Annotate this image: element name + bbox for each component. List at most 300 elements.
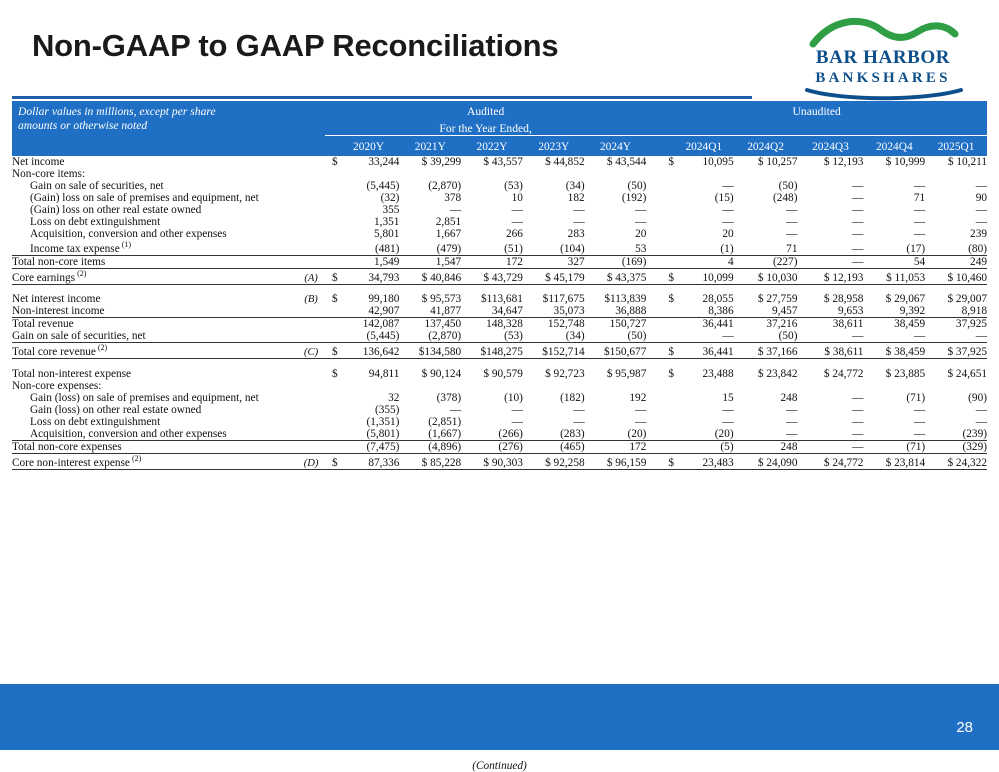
row-currency-symbol-2 [661,330,674,343]
cell-audited-2: $ 90,303 [461,453,523,469]
band-label-line1: Dollar values in millions, except per share [18,105,216,118]
cell-unaudited-0: — [722,330,734,343]
cell-audited-4: $ 95,987 [606,367,647,380]
cell-audited-2: — [511,204,523,217]
row-ref [297,318,325,331]
row-ref: (A) [297,269,325,285]
table-row [12,256,987,269]
cell-audited-2: (276) [461,440,523,453]
cell-unaudited-4 [925,168,987,180]
company-logo [793,14,973,92]
cell-audited-1: (2,851) [428,415,462,428]
row-currency-symbol [325,330,338,343]
row-currency-symbol [325,180,338,192]
row-ref: (D) [297,453,325,469]
cell-unaudited-3: — [913,403,926,416]
cell-unaudited-4 [925,380,987,392]
cell-unaudited-4: 90 [975,192,987,205]
cell-audited-1: (4,896) [399,440,461,453]
cell-unaudited-0 [674,380,734,392]
cell-unaudited-0: — [722,204,734,217]
footnote-marker: (2) [75,269,87,279]
cell-audited-3: (104) [560,243,585,256]
cell-audited-2: (51) [504,243,523,256]
cell-audited-3: 327 [523,256,585,269]
cell-audited-1: $ 95,573 [421,293,462,306]
cell-audited-1: $ 90,124 [421,367,462,380]
cell-audited-2: (266) [498,427,523,440]
row-currency-symbol: $ [325,453,338,469]
cell-unaudited-0: 28,055 [702,293,734,306]
cell-unaudited-2: — [852,216,864,229]
cell-audited-3: — [573,216,585,229]
cell-audited-2: 266 [505,228,523,241]
row-ref [297,240,325,255]
cell-unaudited-2: $ 28,958 [823,293,864,306]
row-currency-symbol-2 [661,305,674,318]
cell-audited-4: — [635,403,647,416]
cell-unaudited-0: (1) [720,243,734,256]
row-currency-symbol-2 [661,192,674,204]
cell-unaudited-2: 38,611 [797,318,863,331]
row-currency-symbol-2 [661,240,674,255]
row-currency-symbol: $ [325,343,338,359]
row-ref [297,380,325,392]
row-label: Income tax expense $^{(1)}$ [30,240,132,256]
cell-unaudited-4: 8,918 [961,305,987,318]
cell-audited-1 [399,168,461,180]
cell-audited-2: — [511,403,523,416]
cell-unaudited-3: — [913,204,926,217]
cell-audited-2: 10 [511,192,523,205]
cell-unaudited-2: — [852,228,864,241]
cell-unaudited-0: — [722,415,734,428]
group-header-unaudited: Unaudited [646,101,987,119]
table-body [12,156,987,469]
table-row [12,168,987,180]
cell-unaudited-2: — [797,440,863,453]
row-currency-symbol-2: $ [668,156,675,169]
cell-unaudited-3: (17) [906,243,926,256]
cell-audited-3: $ 92,258 [523,453,585,469]
row-currency-symbol [325,404,338,416]
cell-audited-4: 20 [635,228,647,241]
cell-unaudited-0: 23,483 [674,453,734,469]
row-label: Total non-core expenses [12,440,297,453]
row-currency-symbol [325,216,338,228]
cell-unaudited-3: — [913,330,926,343]
cell-audited-4: $150,677 [585,343,647,359]
cell-audited-0: (5,801) [366,427,400,440]
cell-audited-3: — [573,403,585,416]
table-header-group-row [12,101,987,119]
cell-unaudited-4: — [975,204,987,217]
cell-audited-4: $ 43,375 [585,269,647,285]
row-currency-symbol-2 [661,416,674,428]
table-column-header-row [12,136,987,156]
cell-audited-0: 1,549 [338,256,400,269]
cell-audited-0: (5,445) [366,330,400,343]
group-header-audited: Audited [325,101,646,119]
row-ref [297,216,325,228]
cell-unaudited-4: (90) [968,391,987,404]
cell-unaudited-1: 248 [780,391,798,404]
row-spacer [12,359,987,368]
cell-unaudited-2: $ 38,611 [797,343,863,359]
cell-audited-3: (182) [560,391,585,404]
cell-audited-3: — [573,415,585,428]
row-currency-symbol [325,392,338,404]
cell-unaudited-0: 36,441 [674,318,734,331]
cell-unaudited-4: — [975,180,987,193]
row-label: Non-core items: [12,168,86,181]
cell-unaudited-4: — [975,216,987,229]
col-header-2024Y: 2024Y [585,136,647,156]
cell-unaudited-2: 9,653 [838,305,864,318]
cell-unaudited-4: 37,925 [925,318,987,331]
cell-unaudited-0: — [722,216,734,229]
cell-audited-2: (53) [504,180,523,193]
cell-unaudited-0: 10,095 [702,156,734,169]
cell-unaudited-1: $ 10,030 [734,269,798,285]
cell-audited-2: 34,647 [491,305,523,318]
row-ref [297,228,325,240]
table-row [12,180,987,192]
cell-audited-3: (465) [523,440,585,453]
cell-audited-0: 33,244 [368,156,400,169]
cell-unaudited-4: $ 10,460 [925,269,987,285]
row-label: Non-interest income [12,305,105,318]
logo-arc-icon [793,14,973,48]
row-label: (Gain) loss on other real estate owned [30,204,202,217]
cell-unaudited-3: $ 23,814 [863,453,925,469]
cell-audited-1: 137,450 [399,318,461,331]
cell-unaudited-3: $ 11,053 [863,269,925,285]
cell-audited-0: 42,907 [368,305,400,318]
table-row [12,416,987,428]
cell-unaudited-1: (227) [734,256,798,269]
cell-unaudited-0: (20) [714,427,734,440]
reconciliation-table [12,101,987,470]
cell-unaudited-4: $ 24,651 [947,367,987,380]
cell-unaudited-3: 71 [913,192,926,205]
cell-audited-0: 355 [382,204,400,217]
row-currency-symbol [325,204,338,216]
cell-audited-2 [461,380,523,392]
cell-audited-4: (50) [627,330,647,343]
cell-unaudited-0: 36,441 [674,343,734,359]
cell-audited-0: (1,351) [366,415,400,428]
table-row [12,318,987,331]
cell-unaudited-4: — [975,415,987,428]
row-currency-symbol [325,168,338,180]
cell-unaudited-0: — [722,180,734,193]
cell-unaudited-1: (50) [778,180,798,193]
cell-unaudited-4: 249 [925,256,987,269]
row-ref [297,428,325,441]
cell-audited-3: $117,675 [542,293,585,306]
cell-audited-2: $ 90,579 [483,367,523,380]
cell-unaudited-2 [797,168,863,180]
footnote-marker: (2) [129,453,142,463]
cell-audited-2: — [511,216,523,229]
cell-audited-2: (10) [504,391,523,404]
cell-audited-1: 41,877 [430,305,462,318]
logo-swoosh-icon [793,87,973,101]
cell-audited-2: $113,681 [480,293,523,306]
cell-audited-0: 94,811 [368,367,400,380]
row-label: Loss on debt extinguishment [30,415,161,428]
cell-audited-0: 5,801 [374,228,400,241]
cell-unaudited-1: 37,216 [734,318,798,331]
cell-audited-1: (479) [436,243,462,256]
row-label: Core non-interest expense $^{(2)}$ [12,453,297,469]
row-currency-symbol [325,318,338,331]
cell-audited-4: (50) [627,180,647,193]
table-row [12,240,987,255]
cell-unaudited-4: $ 24,322 [925,453,987,469]
cell-audited-3: — [573,204,585,217]
row-currency-symbol-2 [661,180,674,192]
cell-unaudited-3 [863,380,925,392]
cell-unaudited-0: 15 [722,391,734,404]
row-label: Acquisition, conversion and other expenses [30,427,227,440]
row-label: Gain (loss) on other real estate owned [30,403,202,416]
row-ref [297,204,325,216]
row-currency-symbol-2 [661,168,674,180]
cell-unaudited-2: — [852,415,864,428]
title-divider [12,96,752,99]
cell-audited-0: 99,180 [368,293,400,306]
cell-unaudited-0: 10,099 [674,269,734,285]
cell-audited-1: 2,851 [435,216,462,229]
cell-audited-3: 35,073 [553,305,585,318]
row-ref [297,192,325,204]
table-row [12,428,987,441]
cell-unaudited-1: — [786,427,798,440]
row-label: Total core revenue $^{(2)}$ [12,343,297,359]
cell-unaudited-3: (71) [906,391,926,404]
table-row [12,204,987,216]
row-currency-symbol-2 [661,318,674,331]
cell-unaudited-0: (5) [674,440,734,453]
cell-audited-4: (20) [627,427,647,440]
row-ref [297,305,325,318]
group-subheader-audited: For the Year Ended, [325,119,646,136]
cell-unaudited-0: 20 [722,228,734,241]
cell-audited-0: 142,087 [338,318,400,331]
page-title: Non-GAAP to GAAP Reconciliations [32,28,559,63]
row-label: Gain (loss) on sale of premises and equipment, net [30,391,259,404]
row-currency-symbol-2 [661,256,674,269]
row-currency-symbol: $ [332,293,338,306]
cell-unaudited-3: — [913,415,926,428]
row-label: Acquisition, conversion and other expenses [30,228,227,241]
cell-audited-0: 1,351 [374,216,400,229]
cell-unaudited-3: 38,459 [863,318,925,331]
cell-audited-2: (53) [504,330,523,343]
continued-note: (Continued) [472,760,527,772]
cell-audited-2: 172 [461,256,523,269]
row-ref [297,440,325,453]
cell-unaudited-3: $ 23,885 [885,367,926,380]
cell-unaudited-1: $ 37,166 [734,343,798,359]
cell-audited-2: — [511,415,523,428]
cell-unaudited-2: — [852,403,864,416]
row-currency-symbol [325,256,338,269]
cell-audited-0: (5,445) [366,180,400,193]
row-label: Loss on debt extinguishment [30,216,161,229]
cell-audited-4: 36,888 [615,305,647,318]
cell-unaudited-0: 4 [674,256,734,269]
cell-audited-4: $ 43,544 [606,156,647,169]
cell-audited-3: (34) [565,180,585,193]
cell-audited-0: 87,336 [338,453,400,469]
cell-audited-0 [338,168,400,180]
row-currency-symbol-2 [661,404,674,416]
row-ref [297,392,325,404]
table-row [12,305,987,318]
cell-audited-1: (1,667) [428,427,462,440]
table-row [12,269,987,285]
cell-unaudited-2: — [852,204,864,217]
row-ref [297,330,325,343]
cell-audited-4: — [635,216,647,229]
row-label: Net interest income [12,293,101,306]
cell-unaudited-1: — [786,216,798,229]
logo-main-text: BAR HARBOR [815,47,951,68]
footer-band [0,684,999,750]
row-currency-symbol-2: $ [661,453,674,469]
cell-unaudited-0: (15) [714,192,734,205]
cell-unaudited-2: — [797,256,863,269]
table-row [12,368,987,380]
cell-audited-0: (7,475) [338,440,400,453]
cell-audited-4: (169) [585,256,647,269]
table-row [12,404,987,416]
cell-audited-4: — [635,415,647,428]
cell-unaudited-2: $ 12,193 [823,156,864,169]
row-ref: (C) [297,343,325,359]
cell-unaudited-1: 71 [786,243,798,256]
cell-unaudited-3 [863,168,925,180]
row-currency-symbol-2 [661,440,674,453]
cell-audited-3: 283 [567,228,585,241]
row-currency-symbol-2 [661,228,674,240]
row-currency-symbol [325,305,338,318]
cell-unaudited-2 [797,380,863,392]
row-label: (Gain) loss on sale of premises and equipment, net [30,192,259,205]
row-currency-symbol-2 [661,428,674,441]
row-currency-symbol [325,380,338,392]
cell-unaudited-1: — [786,415,798,428]
cell-audited-1: 1,667 [435,228,462,241]
cell-audited-4 [585,380,647,392]
col-header-2024Q2: 2024Q2 [734,136,798,156]
row-currency-symbol [325,416,338,428]
cell-unaudited-1: $ 10,257 [757,156,798,169]
cell-audited-1: 378 [444,192,462,205]
cell-unaudited-1 [734,380,798,392]
cell-unaudited-4: $ 29,007 [947,293,987,306]
row-currency-symbol [325,428,338,441]
col-header-2020Y: 2020Y [338,136,400,156]
row-ref [297,256,325,269]
cell-unaudited-2: — [852,427,864,440]
cell-audited-0: 34,793 [338,269,400,285]
cell-audited-4: $113,839 [604,293,647,306]
cell-audited-4 [585,168,647,180]
row-currency-symbol [325,440,338,453]
cell-unaudited-1: $ 24,090 [734,453,798,469]
table-row [12,343,987,359]
row-ref [297,156,325,168]
cell-unaudited-1 [734,168,798,180]
cell-audited-0: (481) [374,243,400,256]
cell-audited-0: 32 [388,391,400,404]
footnote-marker: (1) [119,240,132,250]
cell-unaudited-1: (248) [772,192,798,205]
row-currency-symbol-2: $ [668,367,675,380]
row-currency-symbol-2 [661,392,674,404]
cell-unaudited-1: 9,457 [772,305,798,318]
col-header-2024Q1: 2024Q1 [674,136,734,156]
cell-unaudited-0: — [722,403,734,416]
row-ref: (B) [304,294,318,306]
cell-audited-1: $ 40,846 [399,269,461,285]
cell-audited-3: 182 [567,192,585,205]
cell-audited-2: $ 43,557 [483,156,523,169]
cell-audited-3 [523,380,585,392]
row-currency-symbol: $ [332,367,338,380]
cell-unaudited-1: (50) [778,330,798,343]
row-ref [297,368,325,380]
cell-unaudited-1: — [786,403,798,416]
cell-unaudited-2: $ 12,193 [797,269,863,285]
cell-unaudited-0: 23,488 [702,367,734,380]
cell-unaudited-0 [674,168,734,180]
row-currency-symbol [325,192,338,204]
row-label: Gain on sale of securities, net [30,180,164,193]
band-label-line2: amounts or otherwise noted [18,119,148,133]
cell-unaudited-4: 239 [970,228,987,241]
col-header-2022Y: 2022Y [461,136,523,156]
row-currency-symbol-2: $ [661,343,674,359]
reconciliation-table-wrap [12,101,987,772]
cell-unaudited-1: — [786,204,798,217]
cell-unaudited-4: — [975,403,987,416]
row-label: Non-core expenses: [12,379,102,392]
col-header-2021Y: 2021Y [399,136,461,156]
row-currency-symbol-2 [661,380,674,392]
table-row [12,156,987,168]
table-row [12,330,987,343]
cell-audited-3 [523,168,585,180]
cell-unaudited-3: — [913,427,926,440]
cell-unaudited-4: (80) [968,243,987,256]
cell-unaudited-3: — [913,228,926,241]
cell-unaudited-3: — [913,216,926,229]
cell-audited-3: 152,748 [523,318,585,331]
cell-audited-1: (2,870) [428,330,462,343]
table-row [12,392,987,404]
col-header-2024Q4: 2024Q4 [863,136,925,156]
table-row [12,228,987,240]
cell-audited-1: $ 85,228 [399,453,461,469]
cell-unaudited-2: $ 24,772 [797,453,863,469]
col-header-2024Q3: 2024Q3 [797,136,863,156]
cell-audited-4: 192 [629,391,647,404]
